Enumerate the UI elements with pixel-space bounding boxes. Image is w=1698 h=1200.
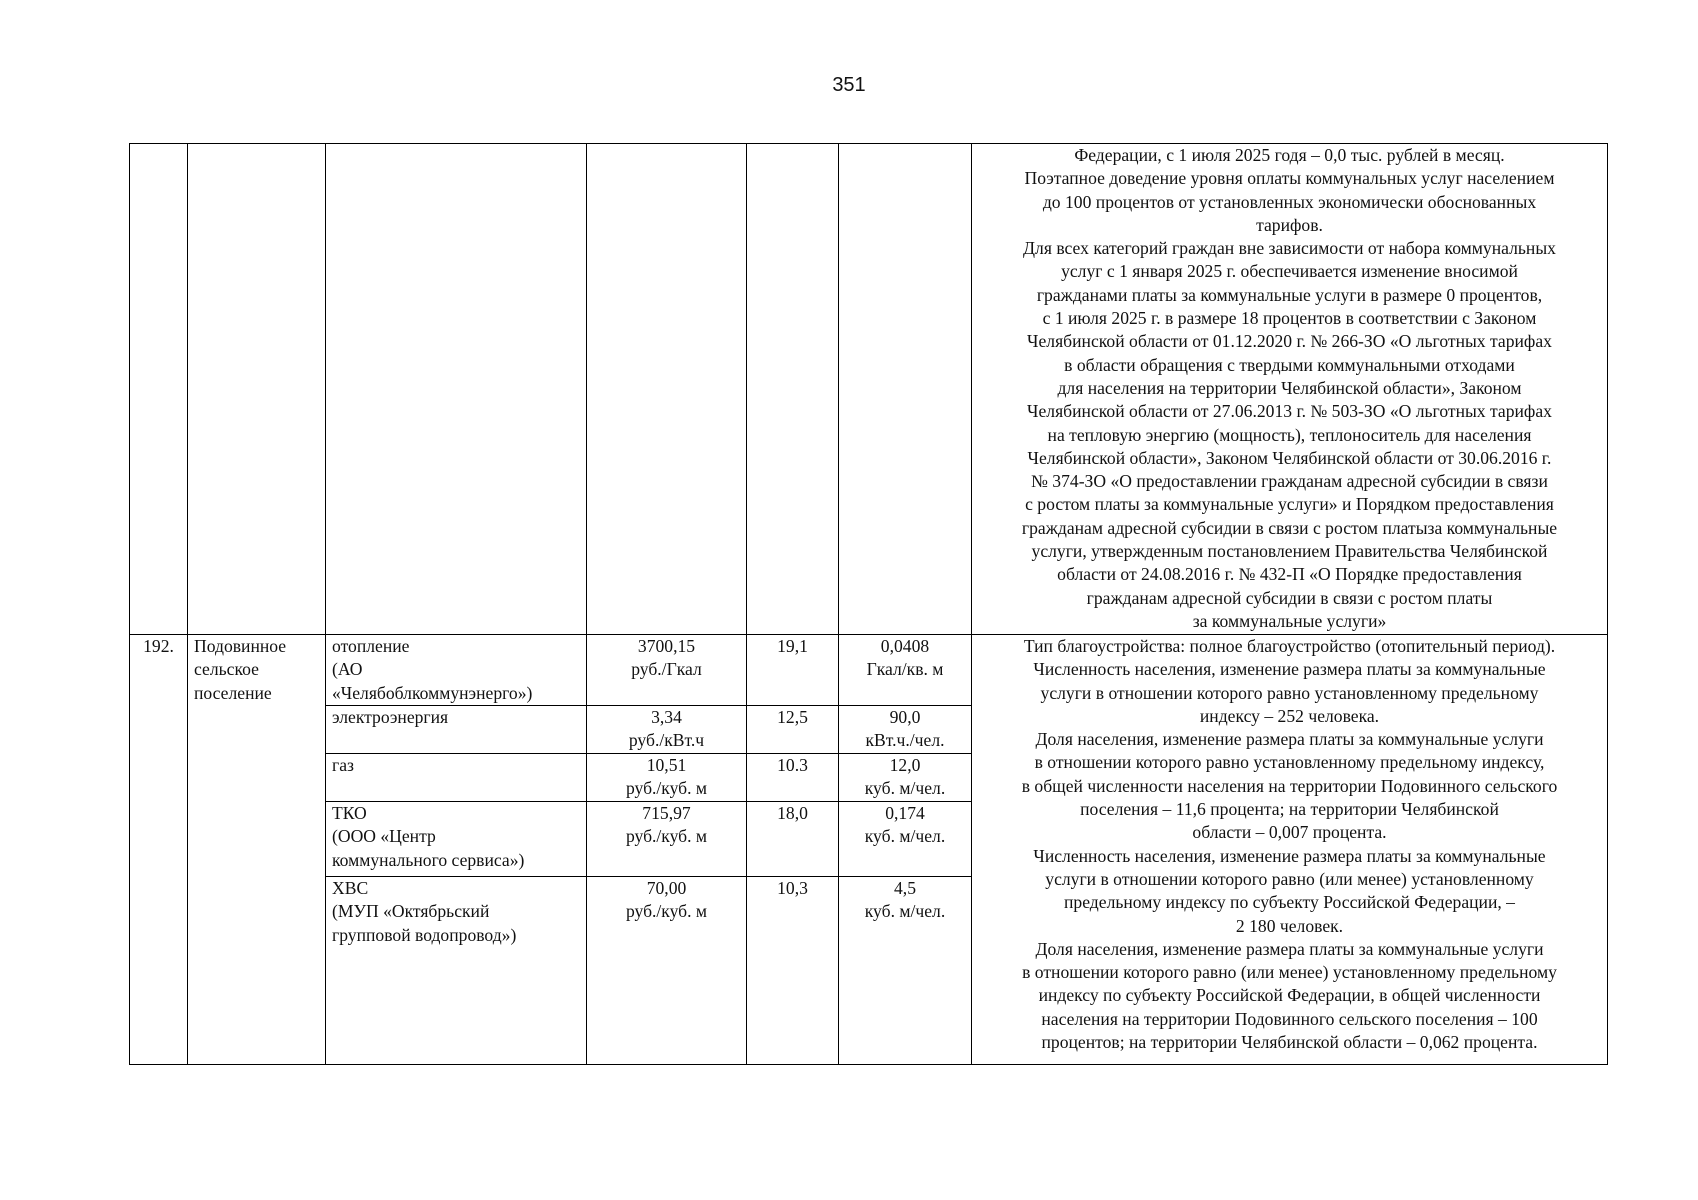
desc-line: Челябинской области от 01.12.2020 г. № 266-ЗО «О льготных тарифах [1027,331,1552,352]
desc-line: индексу по субъекту Российской Федерации, в общей численности [1038,985,1541,1006]
desc-line: гражданам адресной субсидии в связи с ростом платы [1086,587,1493,608]
municipality-name: Подовинное сельское поселение [188,635,326,1065]
desc-line: Тип благоустройства: полное благоустройство (отопительный период). [1023,636,1556,656]
service-row-heating [130,635,1608,706]
service-name: ТКО (ООО «Центр коммунального сервиса») [326,802,587,877]
continuation-row [130,144,1608,635]
continuation-description [972,144,1608,635]
entry-number: 192. [130,635,188,1065]
desc-line: № 374-ЗО «О предоставлении гражданам адресной субсидии в связи [1031,471,1548,492]
cont-index-cell [747,144,839,635]
tariff-table [129,143,1608,1065]
desc-line: услуги, утвержденным постановлением Правительства Челябинской [1031,541,1548,562]
service-name: электроэнергия [326,706,587,754]
service-name: отопление (АО «Челябоблкоммунэнерго») [326,635,587,706]
service-volume: 0,174 куб. м/чел. [839,802,972,877]
entry-description [972,635,1608,1065]
desc-line: Федерации, с 1 июля 2025 годя – 0,0 тыс. рублей в месяц. [1074,145,1505,165]
service-tariff: 70,00 руб./куб. м [587,877,747,1065]
desc-line: Поэтапное доведение уровня оплаты коммунальных услуг населением [1024,168,1555,189]
service-index: 19,1 [747,635,839,706]
desc-line: Численность населения, изменение размера платы за коммунальные [1033,845,1546,866]
cont-volume-cell [839,144,972,635]
desc-line: Для всех категорий граждан вне зависимости от набора коммунальных [1023,238,1556,259]
service-index: 12,5 [747,706,839,754]
service-name: газ [326,754,587,802]
desc-line: в отношении которого равно установленному предельному индексу, [1034,752,1545,773]
cont-service-cell [326,144,587,635]
desc-line: индексу – 252 человека. [1199,705,1380,726]
service-name: ХВС (МУП «Октябрьский групповой водопровод») [326,877,587,1065]
service-tariff: 715,97 руб./куб. м [587,802,747,877]
service-volume: 12,0 куб. м/чел. [839,754,972,802]
service-volume: 4,5 куб. м/чел. [839,877,972,1065]
service-tariff: 3,34 руб./кВт.ч [587,706,747,754]
desc-line: в области обращения с твердыми коммунальными отходами [1064,354,1515,375]
service-index: 10.3 [747,754,839,802]
desc-line: с 1 июля 2025 г. в размере 18 процентов в соответствии с Законом [1042,308,1537,329]
service-tariff: 3700,15 руб./Гкал [587,635,747,706]
service-volume: 90,0 кВт.ч./чел. [839,706,972,754]
service-index: 10,3 [747,877,839,1065]
desc-line: поселения – 11,6 процента; на территории Челябинской [1080,799,1499,820]
desc-line: на тепловую энергию (мощность), теплоноситель для населения [1047,424,1532,445]
desc-line: Челябинской области от 27.06.2013 г. № 503-ЗО «О льготных тарифах [1027,401,1552,422]
desc-line: Доля населения, изменение размера платы за коммунальные услуги [1035,938,1544,959]
service-tariff: 10,51 руб./куб. м [587,754,747,802]
desc-line: гражданам адресной субсидии в связи с ростом платыза коммунальные [1021,517,1558,538]
desc-line: в общей численности населения на территории Подовинного сельского [1021,775,1558,796]
desc-line: для населения на территории Челябинской области», Законом [1057,377,1522,398]
desc-line: в отношении которого равно (или менее) установленному предельному [1022,962,1557,983]
cont-tariff-cell [587,144,747,635]
desc-line: процентов; на территории Челябинской области – 0,062 процента. [1041,1032,1538,1053]
service-volume: 0,0408 Гкал/кв. м [839,635,972,706]
desc-line: Доля населения, изменение размера платы за коммунальные услуги [1035,729,1544,750]
desc-line: услуг с 1 января 2025 г. обеспечивается изменение вносимой [1061,261,1518,282]
desc-line: населения на территории Подовинного сельского поселения – 100 [1041,1008,1538,1029]
desc-line: с ростом платы за коммунальные услуги» и Порядком предоставления [1025,494,1554,515]
desc-line: Численность населения, изменение размера платы за коммунальные [1033,659,1546,680]
desc-line: области от 24.08.2016 г. № 432-П «О Порядке предоставления [1057,564,1522,585]
desc-line: Челябинской области», Законом Челябинской области от 30.06.2016 г. [1027,447,1552,468]
desc-line: услуги в отношении которого равно (или менее) установленному [1045,868,1534,889]
desc-line: предельному индексу по субъекту Российской Федерации, – [1064,892,1515,913]
desc-line: услуги в отношении которого равно установленному предельному [1040,682,1539,703]
desc-line: до 100 процентов от установленных экономически обоснованных [1042,191,1537,212]
desc-line: 2 180 человек. [1235,915,1344,936]
service-index: 18,0 [747,802,839,877]
desc-line: тарифов. [1256,214,1323,235]
desc-line: гражданами платы за коммунальные услуги в размере 0 процентов, [1036,284,1543,305]
desc-line: за коммунальные услуги» [1192,610,1387,631]
cont-number-cell [130,144,188,635]
cont-municipality-cell [188,144,326,635]
page-number: 351 [832,74,866,96]
desc-line: области – 0,007 процента. [1192,822,1387,843]
